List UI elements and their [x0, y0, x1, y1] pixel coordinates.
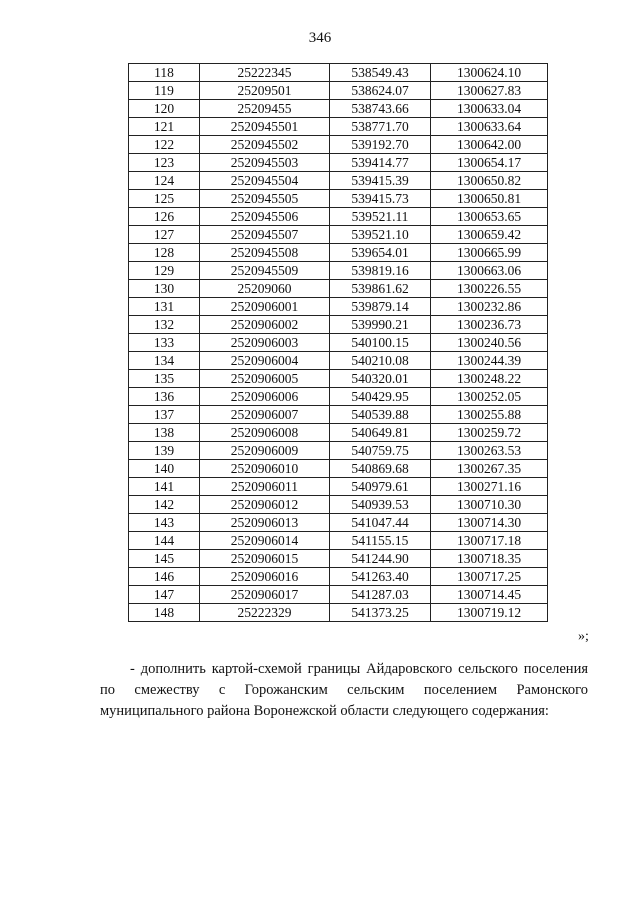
- point-number-cell: 141: [129, 478, 200, 496]
- x-coordinate-cell: 540210.08: [330, 352, 431, 370]
- table-row: [129, 478, 548, 496]
- y-coordinate-cell: 1300650.81: [431, 190, 548, 208]
- point-number-cell: 146: [129, 568, 200, 586]
- point-code-cell: 2520906014: [200, 532, 330, 550]
- x-coordinate-cell: 540869.68: [330, 460, 431, 478]
- point-number-cell: 134: [129, 352, 200, 370]
- table-row: [129, 460, 548, 478]
- table-row: [129, 568, 548, 586]
- table-row: [129, 532, 548, 550]
- point-code-cell: 2520906015: [200, 550, 330, 568]
- table-row: [129, 226, 548, 244]
- point-code-cell: 2520945501: [200, 118, 330, 136]
- point-number-cell: 147: [129, 586, 200, 604]
- y-coordinate-cell: 1300226.55: [431, 280, 548, 298]
- point-code-cell: 2520906003: [200, 334, 330, 352]
- y-coordinate-cell: 1300271.16: [431, 478, 548, 496]
- point-number-cell: 138: [129, 424, 200, 442]
- x-coordinate-cell: 541047.44: [330, 514, 431, 532]
- table-row: [129, 352, 548, 370]
- coordinates-table-body: [129, 64, 548, 622]
- table-row: [129, 496, 548, 514]
- x-coordinate-cell: 541155.15: [330, 532, 431, 550]
- x-coordinate-cell: 538771.70: [330, 118, 431, 136]
- x-coordinate-cell: 540979.61: [330, 478, 431, 496]
- y-coordinate-cell: 1300717.25: [431, 568, 548, 586]
- y-coordinate-cell: 1300633.04: [431, 100, 548, 118]
- x-coordinate-cell: 540429.95: [330, 388, 431, 406]
- point-code-cell: 25209455: [200, 100, 330, 118]
- table-row: [129, 514, 548, 532]
- y-coordinate-cell: 1300252.05: [431, 388, 548, 406]
- point-number-cell: 121: [129, 118, 200, 136]
- point-number-cell: 130: [129, 280, 200, 298]
- x-coordinate-cell: 539819.16: [330, 262, 431, 280]
- y-coordinate-cell: 1300259.72: [431, 424, 548, 442]
- point-number-cell: 137: [129, 406, 200, 424]
- point-code-cell: 2520906007: [200, 406, 330, 424]
- x-coordinate-cell: 541287.03: [330, 586, 431, 604]
- table-row: [129, 316, 548, 334]
- x-coordinate-cell: 539654.01: [330, 244, 431, 262]
- point-number-cell: 139: [129, 442, 200, 460]
- point-code-cell: 25222329: [200, 604, 330, 622]
- y-coordinate-cell: 1300714.30: [431, 514, 548, 532]
- point-code-cell: 2520945508: [200, 244, 330, 262]
- x-coordinate-cell: 538549.43: [330, 64, 431, 82]
- point-number-cell: 120: [129, 100, 200, 118]
- table-row: [129, 388, 548, 406]
- point-code-cell: 2520906016: [200, 568, 330, 586]
- x-coordinate-cell: 538624.07: [330, 82, 431, 100]
- point-number-cell: 136: [129, 388, 200, 406]
- point-number-cell: 144: [129, 532, 200, 550]
- x-coordinate-cell: 541244.90: [330, 550, 431, 568]
- table-row: [129, 550, 548, 568]
- point-code-cell: 25209501: [200, 82, 330, 100]
- amendment-paragraph: - дополнить картой-схемой границы Айдаровского сельского поселения по смежеству с Горожанским сельским поселением Рамонского муниципального района Воронежской области следующего содержания:: [100, 661, 588, 719]
- point-number-cell: 132: [129, 316, 200, 334]
- x-coordinate-cell: 540649.81: [330, 424, 431, 442]
- table-row: [129, 100, 548, 118]
- table-row: [129, 118, 548, 136]
- point-number-cell: 123: [129, 154, 200, 172]
- point-code-cell: 2520945507: [200, 226, 330, 244]
- table-row: [129, 604, 548, 622]
- y-coordinate-cell: 1300642.00: [431, 136, 548, 154]
- point-code-cell: 2520906002: [200, 316, 330, 334]
- point-number-cell: 118: [129, 64, 200, 82]
- table-row: [129, 334, 548, 352]
- point-code-cell: 2520945503: [200, 154, 330, 172]
- point-number-cell: 129: [129, 262, 200, 280]
- point-number-cell: 145: [129, 550, 200, 568]
- y-coordinate-cell: 1300255.88: [431, 406, 548, 424]
- y-coordinate-cell: 1300244.39: [431, 352, 548, 370]
- x-coordinate-cell: 541373.25: [330, 604, 431, 622]
- point-number-cell: 122: [129, 136, 200, 154]
- point-code-cell: 2520906017: [200, 586, 330, 604]
- point-code-cell: 2520945506: [200, 208, 330, 226]
- point-code-cell: 2520906005: [200, 370, 330, 388]
- point-code-cell: 2520906006: [200, 388, 330, 406]
- x-coordinate-cell: 540539.88: [330, 406, 431, 424]
- table-row: [129, 280, 548, 298]
- point-code-cell: 2520906004: [200, 352, 330, 370]
- table-row: [129, 64, 548, 82]
- point-code-cell: 25222345: [200, 64, 330, 82]
- point-code-cell: 2520906011: [200, 478, 330, 496]
- point-number-cell: 128: [129, 244, 200, 262]
- point-number-cell: 119: [129, 82, 200, 100]
- point-code-cell: 2520945505: [200, 190, 330, 208]
- x-coordinate-cell: 538743.66: [330, 100, 431, 118]
- y-coordinate-cell: 1300654.17: [431, 154, 548, 172]
- point-number-cell: 133: [129, 334, 200, 352]
- y-coordinate-cell: 1300719.12: [431, 604, 548, 622]
- point-number-cell: 124: [129, 172, 200, 190]
- point-number-cell: 135: [129, 370, 200, 388]
- coordinates-table: [128, 63, 548, 622]
- point-code-cell: 2520906009: [200, 442, 330, 460]
- y-coordinate-cell: 1300240.56: [431, 334, 548, 352]
- table-row: [129, 262, 548, 280]
- table-row: [129, 190, 548, 208]
- point-code-cell: 25209060: [200, 280, 330, 298]
- table-row: [129, 370, 548, 388]
- y-coordinate-cell: 1300263.53: [431, 442, 548, 460]
- closing-quote-mark: »;: [578, 629, 589, 644]
- table-row: [129, 586, 548, 604]
- point-code-cell: 2520945504: [200, 172, 330, 190]
- x-coordinate-cell: 539521.10: [330, 226, 431, 244]
- y-coordinate-cell: 1300665.99: [431, 244, 548, 262]
- table-row: [129, 82, 548, 100]
- y-coordinate-cell: 1300627.83: [431, 82, 548, 100]
- x-coordinate-cell: 539415.39: [330, 172, 431, 190]
- table-row: [129, 442, 548, 460]
- y-coordinate-cell: 1300624.10: [431, 64, 548, 82]
- point-code-cell: 2520945509: [200, 262, 330, 280]
- y-coordinate-cell: 1300653.65: [431, 208, 548, 226]
- y-coordinate-cell: 1300633.64: [431, 118, 548, 136]
- y-coordinate-cell: 1300718.35: [431, 550, 548, 568]
- point-number-cell: 143: [129, 514, 200, 532]
- point-code-cell: 2520906013: [200, 514, 330, 532]
- table-row: [129, 136, 548, 154]
- x-coordinate-cell: 540939.53: [330, 496, 431, 514]
- x-coordinate-cell: 541263.40: [330, 568, 431, 586]
- point-code-cell: 2520906008: [200, 424, 330, 442]
- point-number-cell: 126: [129, 208, 200, 226]
- x-coordinate-cell: 540100.15: [330, 334, 431, 352]
- table-row: [129, 208, 548, 226]
- x-coordinate-cell: 539861.62: [330, 280, 431, 298]
- table-row: [129, 406, 548, 424]
- point-number-cell: 140: [129, 460, 200, 478]
- y-coordinate-cell: 1300236.73: [431, 316, 548, 334]
- y-coordinate-cell: 1300232.86: [431, 298, 548, 316]
- y-coordinate-cell: 1300717.18: [431, 532, 548, 550]
- point-code-cell: 2520906001: [200, 298, 330, 316]
- x-coordinate-cell: 539990.21: [330, 316, 431, 334]
- table-row: [129, 172, 548, 190]
- table-row: [129, 298, 548, 316]
- point-number-cell: 127: [129, 226, 200, 244]
- x-coordinate-cell: 539879.14: [330, 298, 431, 316]
- point-number-cell: 131: [129, 298, 200, 316]
- y-coordinate-cell: 1300663.06: [431, 262, 548, 280]
- y-coordinate-cell: 1300267.35: [431, 460, 548, 478]
- x-coordinate-cell: 539415.73: [330, 190, 431, 208]
- table-row: [129, 244, 548, 262]
- point-number-cell: 125: [129, 190, 200, 208]
- x-coordinate-cell: 540320.01: [330, 370, 431, 388]
- page-number: 346: [308, 30, 332, 46]
- x-coordinate-cell: 539192.70: [330, 136, 431, 154]
- y-coordinate-cell: 1300714.45: [431, 586, 548, 604]
- point-number-cell: 142: [129, 496, 200, 514]
- y-coordinate-cell: 1300650.82: [431, 172, 548, 190]
- point-number-cell: 148: [129, 604, 200, 622]
- point-code-cell: 2520906010: [200, 460, 330, 478]
- point-code-cell: 2520945502: [200, 136, 330, 154]
- y-coordinate-cell: 1300659.42: [431, 226, 548, 244]
- table-row: [129, 424, 548, 442]
- x-coordinate-cell: 539521.11: [330, 208, 431, 226]
- point-code-cell: 2520906012: [200, 496, 330, 514]
- y-coordinate-cell: 1300710.30: [431, 496, 548, 514]
- x-coordinate-cell: 539414.77: [330, 154, 431, 172]
- x-coordinate-cell: 540759.75: [330, 442, 431, 460]
- table-row: [129, 154, 548, 172]
- y-coordinate-cell: 1300248.22: [431, 370, 548, 388]
